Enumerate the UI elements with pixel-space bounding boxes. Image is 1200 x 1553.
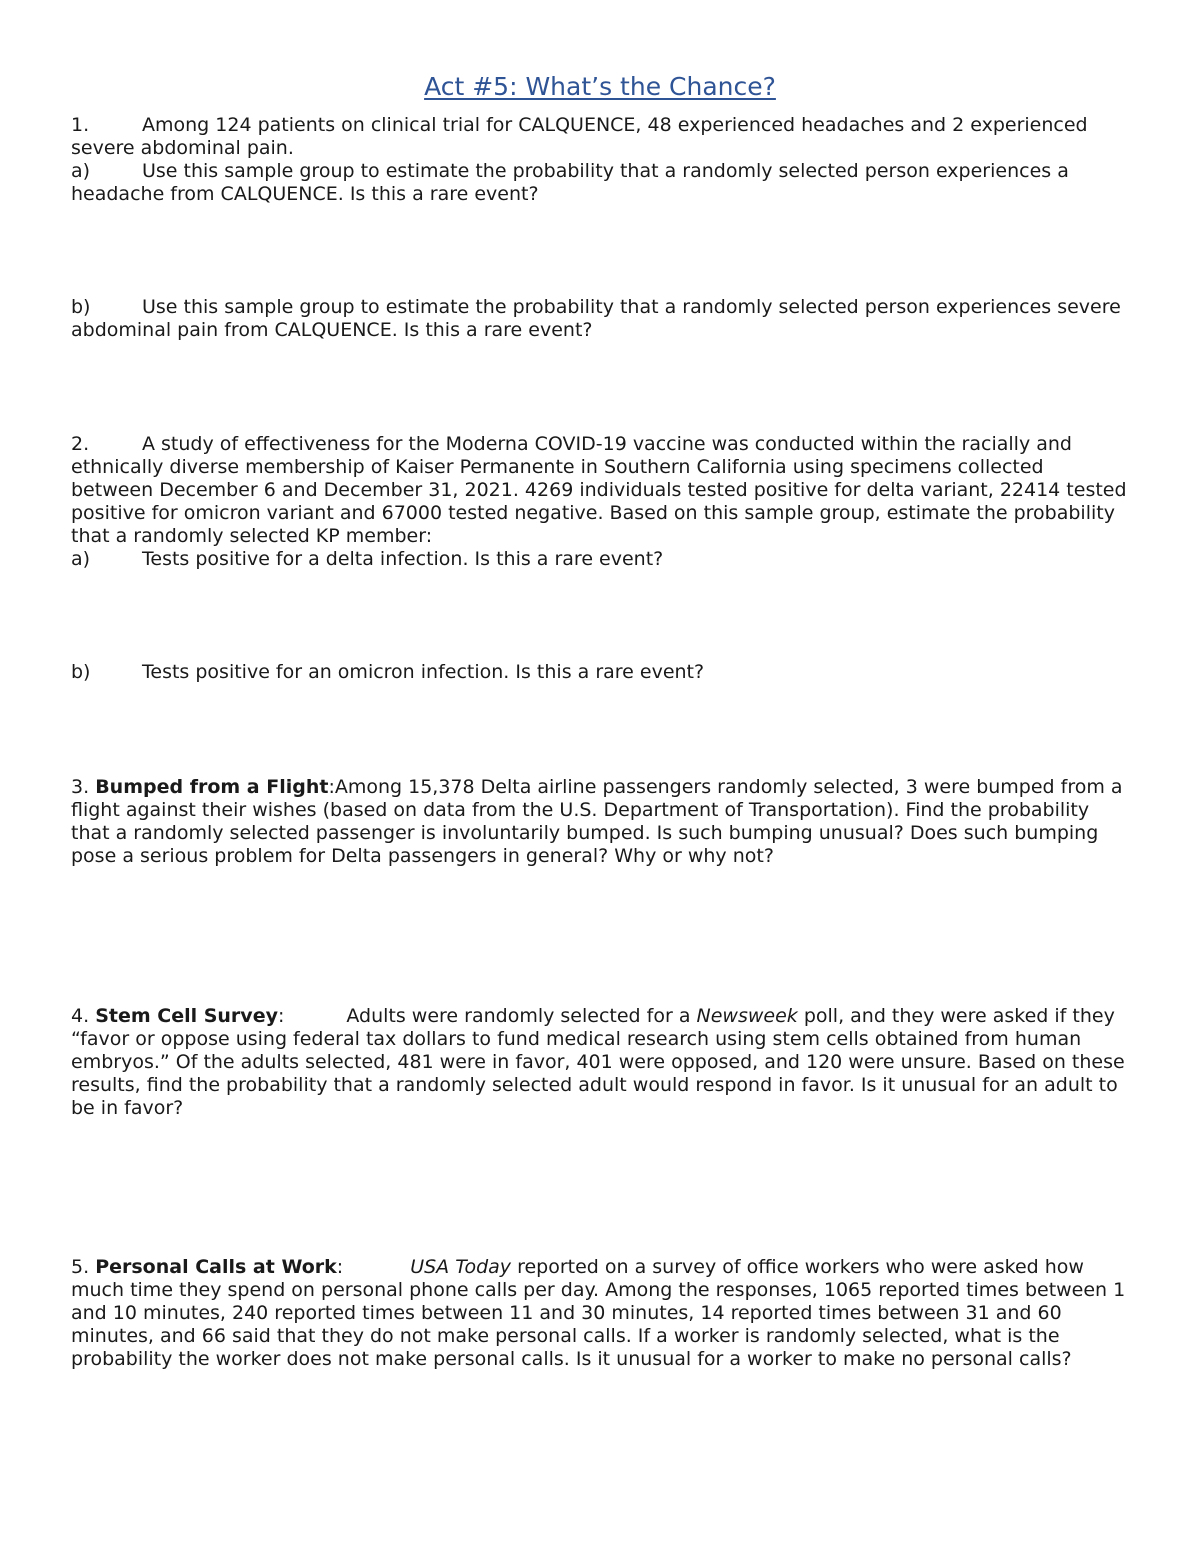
- question-5: [71, 1256, 1131, 1371]
- question-number: 3.: [71, 776, 90, 798]
- question-3: [71, 776, 1131, 868]
- question-2-stem: [71, 433, 1131, 548]
- question-1b: [71, 296, 1131, 342]
- question-text: Adults were randomly selected for a: [346, 1005, 697, 1027]
- part-label: b): [71, 661, 91, 683]
- question-text: Among 124 patients on clinical trial for CALQUENCE, 48 experienced headaches and 2 experienced severe abdominal pain.: [71, 114, 1088, 159]
- question-text: :Among 15,378 Delta airline passengers randomly selected, 3 were bumped from a flight against their wishes (based on data from the U.S. Department of Transportation). Find the probability that a randomly selected passenger is involuntarily bumped. Is such bumping unusual? Does such bumping pose a serious problem for Delta passengers in general? Why or why not?: [71, 776, 1123, 867]
- question-4: [71, 1005, 1131, 1120]
- question-number: 4.: [71, 1005, 90, 1027]
- question-text: reported on a survey of office workers who were asked how much time they spend on personal phone calls per day. Among the responses, 1065 reported times between 1 and 10 minutes, 240 reported times between 11 and 30 minutes, 14 reported times between 31 and 60 minutes, and 66 said that they do not make personal calls. If a worker is randomly selected, what is the probability the worker does not make personal calls. Is it unusual for a worker to make no personal calls?: [71, 1256, 1126, 1370]
- question-heading: Personal Calls at Work: [95, 1256, 337, 1278]
- question-1-stem: [71, 114, 1131, 160]
- question-1: [71, 114, 1131, 206]
- question-text-cont: poll, and they were asked if they “favor or oppose using federal tax dollars to fund medical research using stem cells obtained from human embryos.” Of the adults selected, 481 were in favor, 401 were opposed, and 120 were unsure. Based on these results, find the probability that a randomly selected adult would respond in favor. Is it unusual for an adult to be in favor?: [71, 1005, 1125, 1119]
- part-label: a): [71, 548, 91, 570]
- question-number: 2.: [71, 433, 90, 455]
- part-label: a): [71, 160, 91, 182]
- question-heading: Bumped from a Flight: [95, 776, 329, 798]
- heading-colon: :: [336, 1256, 344, 1278]
- heading-colon: :: [277, 1005, 285, 1027]
- part-text: Tests positive for an omicron infection. Is this a rare event?: [142, 661, 705, 683]
- part-text: Use this sample group to estimate the probability that a randomly selected person experiences severe abdominal pain from CALQUENCE. Is this a rare event?: [71, 296, 1121, 341]
- publication-name: Newsweek: [696, 1005, 798, 1027]
- question-2: [71, 433, 1131, 571]
- part-text: Use this sample group to estimate the probability that a randomly selected person experiences a headache from CALQUENCE. Is this a rare event?: [71, 160, 1069, 205]
- part-text: Tests positive for a delta infection. Is this a rare event?: [142, 548, 664, 570]
- question-text: A study of effectiveness for the Moderna COVID-19 vaccine was conducted within the racially and ethnically diverse membership of Kaiser Permanente in Southern California using specimens collected between December 6 and December 31, 2021. 4269 individuals tested positive for delta variant, 22414 tested positive for omicron variant and 67000 tested negative. Based on this sample group, estimate the probability that a randomly selected KP member:: [71, 433, 1127, 547]
- page-title: Act #5: What’s the Chance?: [424, 72, 776, 101]
- question-2b: [71, 661, 1131, 684]
- question-1a: [71, 160, 1131, 206]
- question-number: 1.: [71, 114, 90, 136]
- question-number: 5.: [71, 1256, 90, 1278]
- question-2a: [71, 548, 1131, 571]
- publication-name: USA Today: [410, 1256, 512, 1278]
- part-label: b): [71, 296, 91, 318]
- question-heading: Stem Cell Survey: [95, 1005, 278, 1027]
